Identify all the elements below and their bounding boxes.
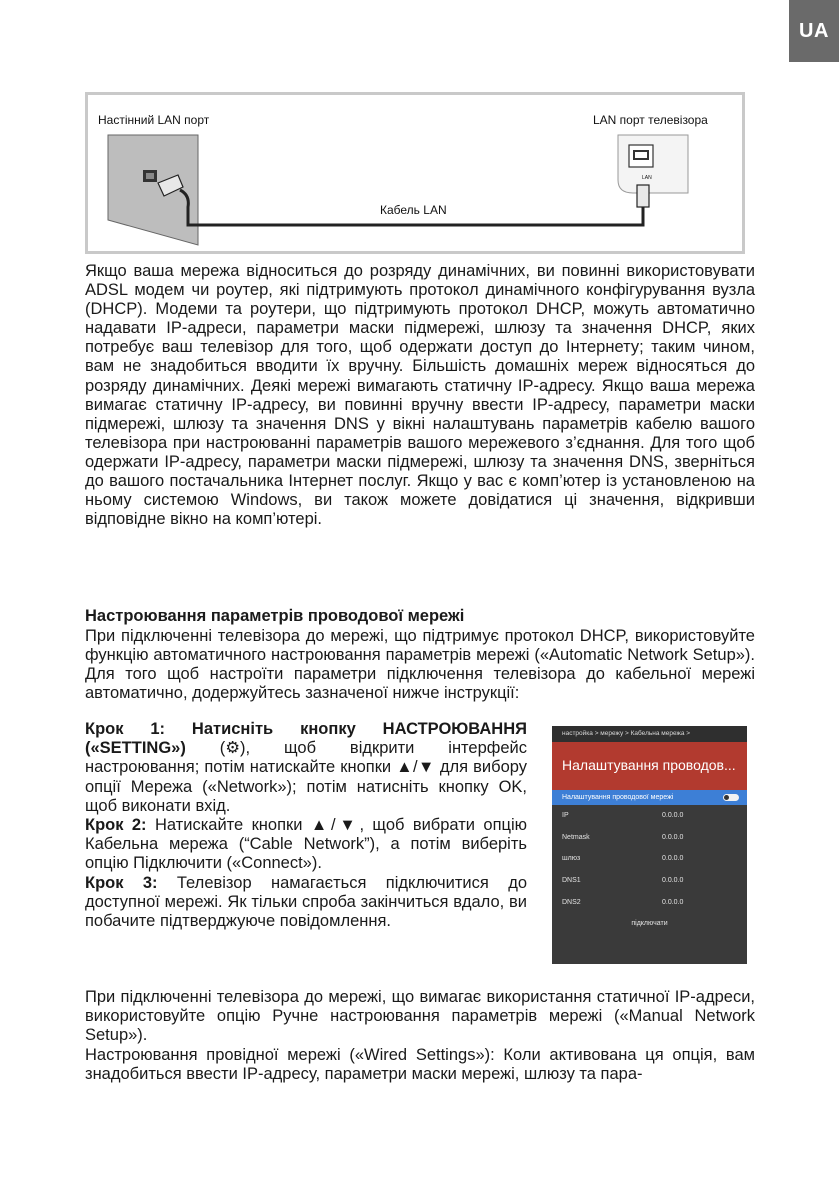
tv-row-netmask[interactable] — [552, 827, 747, 849]
tv-plug-icon — [637, 185, 649, 207]
tv-row-value: 0.0.0.0 — [662, 855, 684, 863]
wall-port-label: Настінний LAN порт — [98, 113, 210, 127]
wired-settings-item[interactable] — [552, 790, 747, 805]
step-2-text: Натискайте кнопки ▲/▼, щоб вибрати опцію Кабельна мережа (“Cable Network”), а потім виберіть опцію Підключити («Connect»). — [85, 816, 527, 873]
language-badge: UA — [789, 0, 839, 62]
tv-connect-button[interactable]: підключати — [631, 920, 668, 928]
tv-row-value: 0.0.0.0 — [662, 812, 684, 819]
intro-paragraph: Якщо ваша мережа відноситься до розряду динамічних, ви повинні використовувати ADSL модем чи роутер, які підтримують протокол динамічного конфігурування вузла (DHCP). Модеми та роутери, що підтримують протокол DHCP, можуть автоматично надавати IP-адреси, параметри маски підмережі, шлюзу та значення DHCP, яких потребує ваш телевізор для того, щоб одержати доступ до Інтернету; таким чином, вам не знадобиться вводити їх вручну. Більшість домашніх мереж відносяться до розряду динамічних. Деякі мережі вимагають статичну IP-адресу. Якщо ваша мережа вимагає статичну IP-адресу, ви повинні вручну ввести IP-адресу, параметри маски підмережі, шлюзу та значення DNS у вікні налаштувань параметрів кабелю вашого телевізора при настроюванні параметрів вашого мережевого з’єднання. Для того щоб одержати IP-адресу, параметри маски підмережі, шлюзу та значення DNS, зверніться до вашого постачальника Інтернет послуг. Якщо у вас є комп’ютер із установленою на ньому системою Windows, ви також можете довідатися ці значення, відкривши відповідне вікно на комп’ютері. — [85, 262, 755, 529]
step-2-label: Крок 2: — [85, 816, 147, 835]
bottom-paragraph-1: При підключенні телевізора до мережі, що вимагає використання статичної IP-адреси, використовуйте опцію Ручне настроювання параметрів мережі («Manual Network Setup»). — [85, 988, 755, 1045]
wall-plate — [108, 135, 198, 245]
steps-list — [85, 720, 527, 931]
step-1-text: (⚙), щоб відкрити інтерфейс настроювання; потім натискайте кнопки ▲/▼ для вибору опції Мережа («Network»); потім натисніть кнопку OK, щоб виконати вхід. — [85, 739, 527, 815]
step-3-label: Крок 3: — [85, 873, 158, 892]
tv-row-ip[interactable] — [552, 805, 747, 827]
tv-breadcrumb: настройка > мережу > Кабельна мережа > — [552, 726, 747, 742]
tv-row-label: DNS1 — [562, 877, 581, 885]
tv-row-value: 0.0.0.0 — [662, 898, 684, 906]
step-3 — [85, 874, 527, 932]
tv-row-label: IP — [562, 812, 569, 819]
bottom-paragraph-2: Настроювання провідної мережі («Wired Settings»): Коли активована ця опція, вам знадобиться ввести IP-адресу, параметри маски мережі, шлюзу та пара- — [85, 1046, 755, 1084]
tv-row-label: шлюз — [562, 855, 581, 863]
step-1-label: Крок 1: Натисніть кнопку НАСТРОЮВАННЯ («SETTING») — [85, 720, 527, 758]
tv-row-value: 0.0.0.0 — [662, 833, 684, 841]
tv-port-label: LAN порт телевізора — [593, 113, 708, 127]
tv-settings-screen — [552, 726, 747, 964]
lan-connection-diagram — [85, 92, 745, 254]
tv-row-dns2[interactable] — [552, 892, 747, 914]
step-1 — [85, 720, 527, 816]
cable-label: Кабель LAN — [380, 203, 447, 217]
tv-row-label: DNS2 — [562, 898, 581, 906]
tv-screen-title: Налаштування проводов... — [552, 742, 747, 790]
section-paragraph: При підключенні телевізора до мережі, що підтримує протокол DHCP, використовуйте функцію автоматичного настроювання параметрів мережі («Automatic Network Setup»). Для того щоб настроїти параметри підключення телевізора до кабельної мережі автоматично, додержуйтесь зазначеної нижче інструкції: — [85, 627, 755, 703]
section-title: Настроювання параметрів проводової мережі — [85, 607, 465, 625]
tv-row-gateway[interactable] — [552, 848, 747, 870]
wired-settings-toggle[interactable] — [723, 794, 739, 801]
wired-settings-label: Налаштування проводової мережі — [562, 794, 674, 801]
step-3-text: Телевізор намагається підключитися до доступної мережі. Як тільки спроба закінчиться вдало, ви побачите підтверджуюче повідомлення. — [85, 873, 527, 931]
tv-row-label: Netmask — [562, 833, 590, 841]
tv-lan-text: LAN — [642, 175, 652, 181]
step-2 — [85, 816, 527, 874]
tv-row-dns1[interactable] — [552, 870, 747, 892]
tv-row-value: 0.0.0.0 — [662, 877, 684, 885]
